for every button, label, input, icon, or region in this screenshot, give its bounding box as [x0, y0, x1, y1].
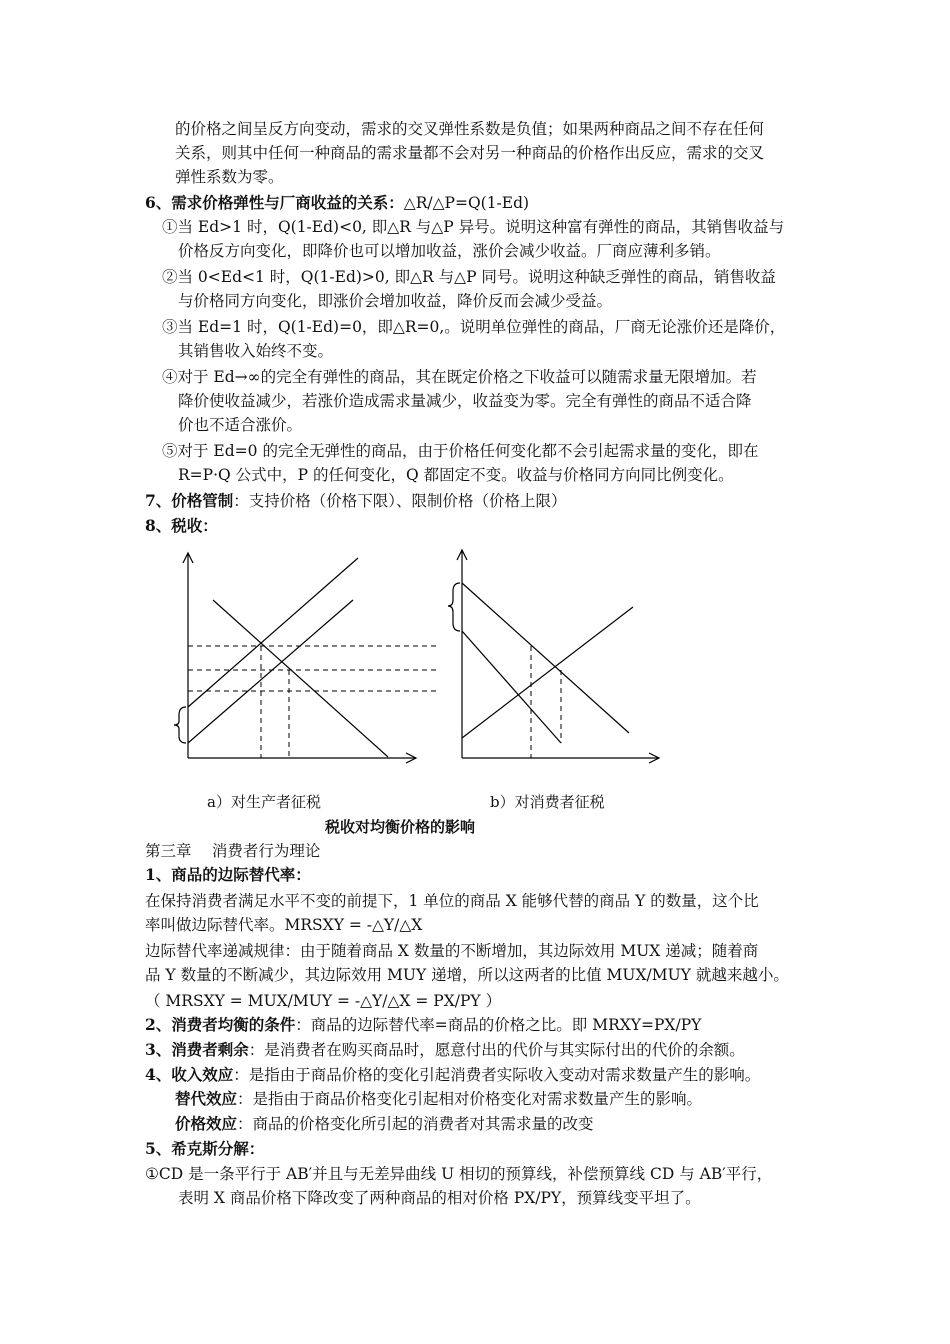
- text-line: ①当 Ed>1 时，Q(1-Ed)<0, 即△R 与△P 异号。说明这种富有弹性的商品，其销售收益与: [162, 218, 785, 236]
- text-line: 与价格同方向变化，即涨价会增加收益，降价反而会减少受益。: [178, 292, 613, 310]
- shifted-supply-curve-a: [188, 558, 358, 707]
- caption-b: b）对消费者征税: [490, 793, 605, 811]
- text-line: 弹性系数为零。: [175, 168, 284, 186]
- text-line: 品 Y 数量的不断减少，其边际效用 MUY 递增，所以这两者的比值 MUX/MUY 就越来越小。: [145, 966, 789, 984]
- figure-b-consumer-tax: [445, 545, 665, 775]
- figure-title: 税收对均衡价格的影响: [325, 818, 476, 836]
- heading-3: 3、消费者剩余：是消费者在购买商品时，愿意付出的代价与其实际付出的代价的余额。: [145, 1040, 745, 1059]
- supply-curve-a: [188, 600, 353, 743]
- text-line: 关系，则其中任何一种商品的需求量都不会对另一种商品的价格作出反应，需求的交叉: [175, 144, 765, 162]
- text-line: 降价使收益减少，若涨价造成需求量减少，收益变为零。完全有弹性的商品不适合降: [178, 392, 752, 410]
- heading-7: 7、价格管制：支持价格（价格下限）、限制价格（价格上限）: [145, 491, 567, 510]
- demand-curve-a: [213, 600, 388, 757]
- heading-4: 4、收入效应：是指由于商品价格的变化引起消费者实际收入变动对需求数量产生的影响。: [145, 1065, 761, 1084]
- text-line: 价也不适合涨价。: [178, 416, 303, 434]
- text-line: ③当 Ed=1 时，Q(1-Ed)=0，即△R=0,。说明单位弹性的商品，厂商无论涨价还是降价，: [162, 318, 786, 336]
- text-line: 其销售收入始终不变。: [178, 342, 334, 360]
- tax-brace-b: [448, 583, 460, 631]
- tax-brace-a: [174, 707, 186, 743]
- text-line: ②当 0<Ed<1 时，Q(1-Ed)>0, 即△R 与△P 同号。说明这种缺乏弹性的商品，销售收益: [162, 268, 776, 286]
- supply-curve-b: [462, 607, 633, 738]
- text-line: ④对于 Ed→∞的完全有弹性的商品，其在既定价格之下收益可以随需求量无限增加。若: [162, 368, 757, 386]
- text-line: （ MRSXY = MUX/MUY = -△Y/△X = PX/PY ）: [145, 992, 502, 1010]
- heading-8: 8、税收：: [145, 516, 218, 535]
- text-line: 表明 X 商品价格下降改变了两种商品的相对价格 PX/PY，预算线变平坦了。: [178, 1189, 701, 1207]
- heading-6: 6、需求价格弹性与厂商收益的关系：△R/△P=Q(1-Ed): [145, 193, 530, 212]
- price-effect: 价格效应：商品的价格变化所引起的消费者对其需求量的改变: [175, 1114, 594, 1133]
- heading-2: 2、消费者均衡的条件：商品的边际替代率=商品的价格之比。即 MRXY=PX/PY: [145, 1015, 702, 1034]
- chapter-title: 第三章 消费者行为理论: [145, 842, 321, 860]
- heading-5: 5、希克斯分解：: [145, 1139, 265, 1158]
- text-line: R=P·Q 公式中，P 的任何变化，Q 都固定不变。收益与价格同方向同比例变化。: [178, 466, 734, 484]
- text-line: 的价格之间呈反方向变动，需求的交叉弹性系数是负值；如果两种商品之间不存在任何: [175, 120, 765, 138]
- heading-1: 1、商品的边际替代率：: [145, 865, 311, 884]
- text-line: ⑤对于 Ed=0 的完全无弹性的商品，由于价格任何变化都不会引起需求量的变化，即在: [162, 442, 759, 460]
- substitution-effect: 替代效应：是指由于商品价格变化引起相对价格变化对需求数量产生的影响。: [175, 1089, 703, 1108]
- figure-a-producer-tax: [168, 545, 428, 775]
- text-line: 价格反方向变化，即降价也可以增加收益，涨价会减少收益。厂商应薄利多销。: [178, 242, 721, 260]
- text-line: ①CD 是一条平行于 AB′并且与无差异曲线 U 相切的预算线，补偿预算线 CD 与 AB′平行，: [145, 1165, 773, 1183]
- text-line: 边际替代率递减规律：由于随着商品 X 数量的不断增加，其边际效用 MUX 递减；随着商: [145, 942, 759, 960]
- text-line: 率叫做边际替代率。MRSXY = -△Y/△X: [145, 916, 423, 934]
- text-line: 在保持消费者满足水平不变的前提下，1 单位的商品 X 能够代替的商品 Y 的数量，这个比: [145, 892, 759, 910]
- caption-a: a）对生产者征税: [207, 793, 321, 811]
- demand-curve-b: [462, 583, 629, 733]
